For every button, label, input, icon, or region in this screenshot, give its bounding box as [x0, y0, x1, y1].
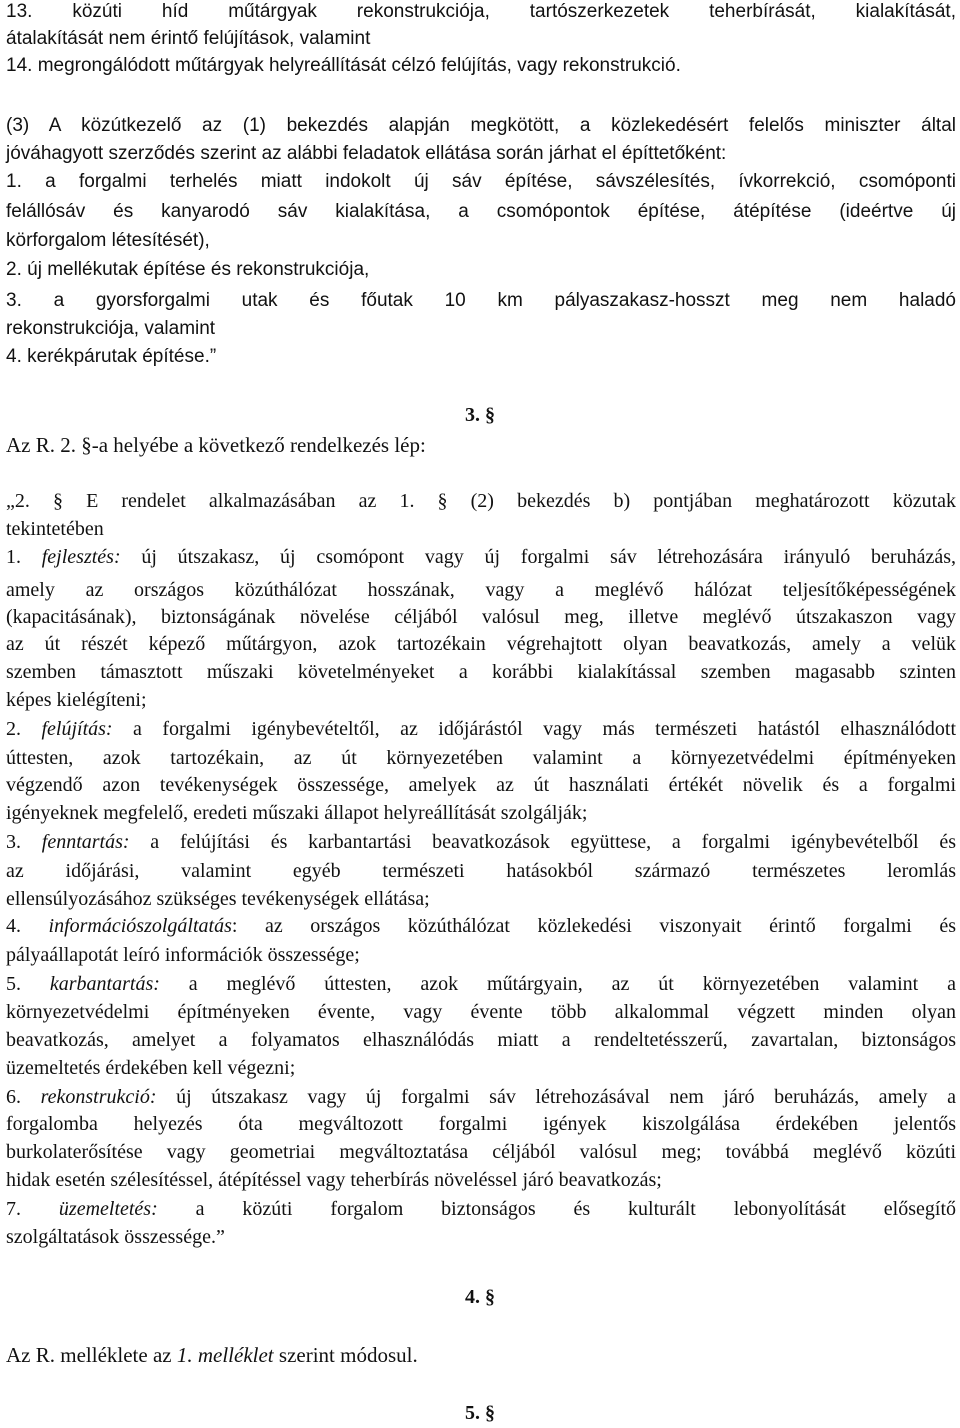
text-line: 4. kerékpárutak építése.”: [6, 346, 217, 367]
text-line: képes kielégíteni;: [6, 689, 147, 711]
text-line: 13. közúti híd műtárgyak rekonstrukciója, tartószerkezetek teherbírását, kialakítását,: [6, 1, 956, 22]
text-line: szemben támasztott műszaki követelményeket a korábbi kialakítással szemben magasabb szinten: [6, 661, 956, 683]
text-line: átalakítását nem érintő felújítások, valamint: [6, 28, 371, 49]
definition-fejlesztes: 1. fejlesztés: új útszakasz, új csomópont vagy új forgalmi sáv létrehozására irányuló beruházás,: [6, 546, 957, 568]
definition-rekonstrukcio: 6. rekonstrukció: új útszakasz vagy új forgalmi sáv létrehozásával nem járó beruházás, amely a: [6, 1086, 956, 1108]
text-line: üzemeltetés érdekében kell végezni;: [6, 1057, 296, 1079]
section-heading: 4. §: [465, 1286, 495, 1308]
section-heading: 5. §: [465, 1402, 495, 1424]
section-heading: 3. §: [465, 404, 495, 426]
section-intro: Az R. melléklete az 1. melléklet szerint módosul.: [6, 1343, 418, 1367]
text-line: forgalomba helyezés óta megváltozott forgalmi igények kiszolgálása érdekében jelentős: [6, 1113, 956, 1135]
text-line: hidak esetén szélesítéssel, átépítéssel vagy teherbírás növeléssel járó beavatkozás;: [6, 1169, 662, 1191]
text-line: az út részét képező műtárgyon, azok tartozékain végrehajtott olyan beavatkozás, amely a velük: [6, 633, 956, 655]
text-line: pályaállapotát leíró információk összessége;: [6, 944, 360, 966]
definition-informacioszolgaltatas: 4. információszolgáltatás: az országos közúthálózat közlekedési viszonyait érintő forgalmi és: [6, 915, 956, 937]
text-line: 2. új mellékutak építése és rekonstrukciója,: [6, 259, 370, 280]
text-line: „2. § E rendelet alkalmazásában az 1. § (2) bekezdés b) pontjában meghatározott közutak: [6, 490, 956, 512]
text-line: az időjárási, valamint egyéb természeti hatásokból származó természetes leromlás: [6, 860, 956, 882]
text-line: jóváhagyott szerződés szerint az alábbi feladatok ellátása során járhat el építtetőként:: [6, 143, 727, 164]
text-line: amely az országos közúthálózat hosszának, vagy a meglévő hálózat teljesítőképességének: [6, 579, 956, 601]
text-line: burkolaterősítése vagy geometriai megváltoztatása céljából valósul meg; továbbá meglévő közúti: [6, 1141, 956, 1163]
text-line: igényeknek megfelelő, eredeti műszaki állapot helyreállítását szolgálják;: [6, 802, 588, 824]
text-line: 1. a forgalmi terhelés miatt indokolt új sáv építése, sávszélesítés, ívkorrekció, csomóponti: [6, 171, 956, 192]
section-intro: Az R. 2. §-a helyébe a következő rendelkezés lép:: [6, 433, 426, 457]
definition-fenntartas: 3. fenntartás: a felújítási és karbantartási beavatkozások együttese, a forgalmi igénybevételből és: [6, 831, 957, 853]
text-line: beavatkozás, amelyet a folyamatos elhasználódás miatt a rendeltetésszerű, zavartalan, biztonságos: [6, 1029, 956, 1051]
text-line: felállósáv és kanyarodó sáv kialakítása, a csomópontok építése, átépítése (ideértve új: [6, 201, 956, 222]
text-line: végzendő azon tevékenységek összessége, amelyek az út használati értékét növelik és a forgalmi: [6, 774, 956, 796]
text-line: úttesten, azok tartozékain, az út környezetében valamint a környezetvédelmi építményeken: [6, 747, 956, 769]
text-line: szolgáltatások összessége.”: [6, 1226, 225, 1248]
text-line: 14. megrongálódott műtárgyak helyreállítását célzó felújítás, vagy rekonstrukció.: [6, 55, 681, 76]
definition-uzemeltetes: 7. üzemeltetés: a közúti forgalom biztonságos és kulturált lebonyolítását elősegítő: [6, 1198, 957, 1220]
definition-karbantartas: 5. karbantartás: a meglévő úttesten, azok műtárgyain, az út környezetében valamint a: [6, 973, 956, 995]
text-line: ellensúlyozásához szükséges tevékenységek ellátása;: [6, 888, 430, 910]
text-line: rekonstrukciója, valamint: [6, 318, 216, 339]
text-line: (3) A közútkezelő az (1) bekezdés alapján megkötött, a közlekedésért felelős miniszter által: [6, 115, 956, 136]
text-line: környezetvédelmi építményeken évente, vagy évente több alkalommal végzett minden olyan: [6, 1001, 956, 1023]
text-line: tekintetében: [6, 518, 104, 540]
definition-felujitas: 2. felújítás: a forgalmi igénybevételtől, az időjárástól vagy más természeti hatástól elhasználódott: [6, 718, 956, 740]
text-line: körforgalom létesítését),: [6, 230, 210, 251]
text-line: (kapacitásának), biztonságának növelése céljából valósul meg, illetve meglévő útszakaszon vagy: [6, 606, 956, 628]
text-line: 3. a gyorsforgalmi utak és főutak 10 km pályaszakasz-hosszt meg nem haladó: [6, 290, 956, 311]
